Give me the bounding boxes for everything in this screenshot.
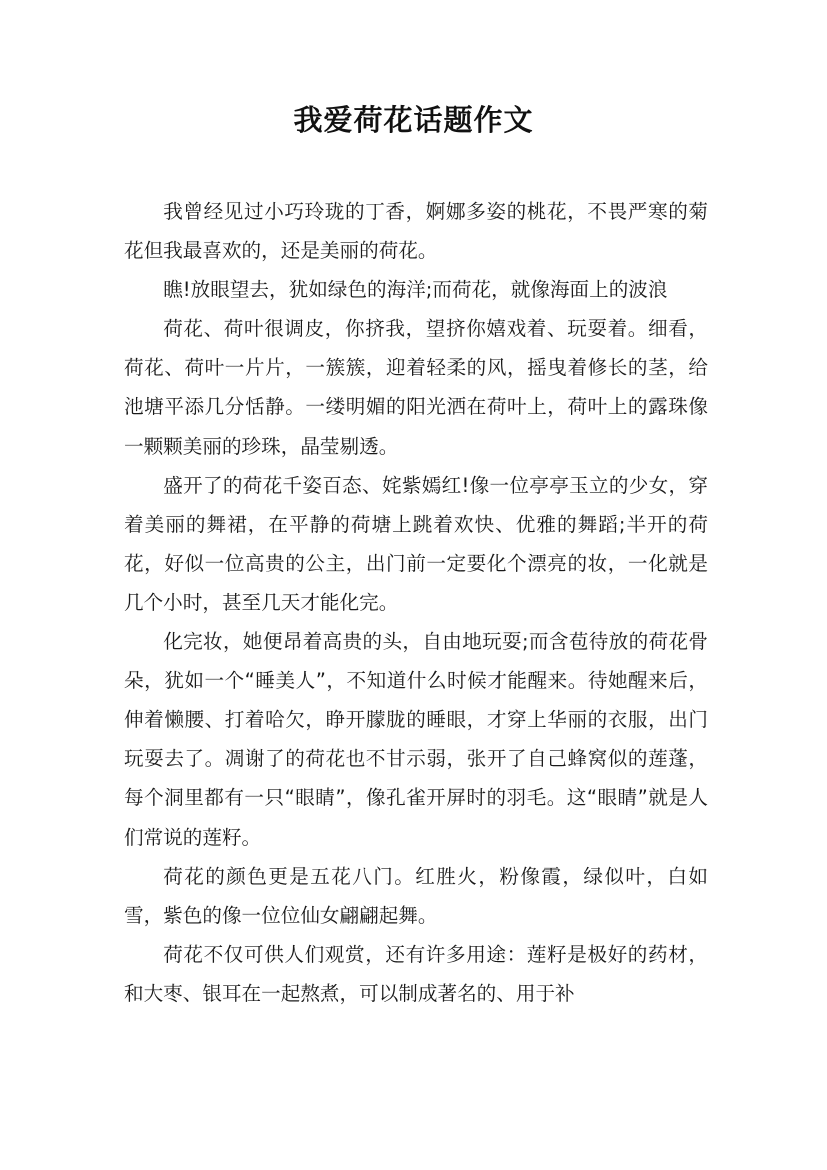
paragraph-5: 化完妆，她便昂着高贵的头，自由地玩耍;而含苞待放的荷花骨朵，犹如一个“睡美人”，不知道什么时候才能醒来。待她醒来后，伸着懒腰、打着哈欠，睁开朦胧的睡眼，才穿上华丽的衣服，出门玩耍去了。凋谢了的荷花也不甘示弱，张开了自己蜂窝似的莲蓬，每个洞里都有一只“眼睛”，像孔雀开屏时的羽毛。这“眼睛”就是人们常说的莲籽。 <box>124 630 708 849</box>
paragraph-2: 瞧!放眼望去，犹如绿色的海洋;而荷花，就像海面上的波浪 <box>163 278 668 302</box>
paragraph-7: 荷花不仅可供人们观赏，还有许多用途：莲籽是极好的药材，和大枣、银耳在一起熬煮，可以制成著名的、用于补 <box>124 942 708 1005</box>
paragraph-3: 荷花、荷叶很调皮，你挤我，望挤你嬉戏着、玩耍着。细看，荷花、荷叶一片片，一簇簇，迎着轻柔的风，摇曳着修长的茎，给池塘平添几分恬静。一缕明媚的阳光洒在荷叶上，荷叶上的露珠像一颗颗美丽的珍珠，晶莹剔透。 <box>124 317 708 458</box>
document-body <box>124 192 708 1013</box>
paragraph-6: 荷花的颜色更是五花八门。红胜火，粉像霞，绿似叶，白如雪，紫色的像一位位仙女翩翩起舞。 <box>124 864 708 927</box>
paragraph-1: 我曾经见过小巧玲珑的丁香，婀娜多姿的桃花，不畏严寒的菊花但我最喜欢的，还是美丽的荷花。 <box>124 200 708 263</box>
paragraph-4: 盛开了的荷花千姿百态、姹紫嫣红!像一位亭亭玉立的少女，穿着美丽的舞裙，在平静的荷塘上跳着欢快、优雅的舞蹈;半开的荷花，好似一位高贵的公主，出门前一定要化个漂亮的妆，一化就是几个小时，甚至几天才能化完。 <box>124 473 708 614</box>
document-title: 我爱荷花话题作文 <box>293 103 534 137</box>
